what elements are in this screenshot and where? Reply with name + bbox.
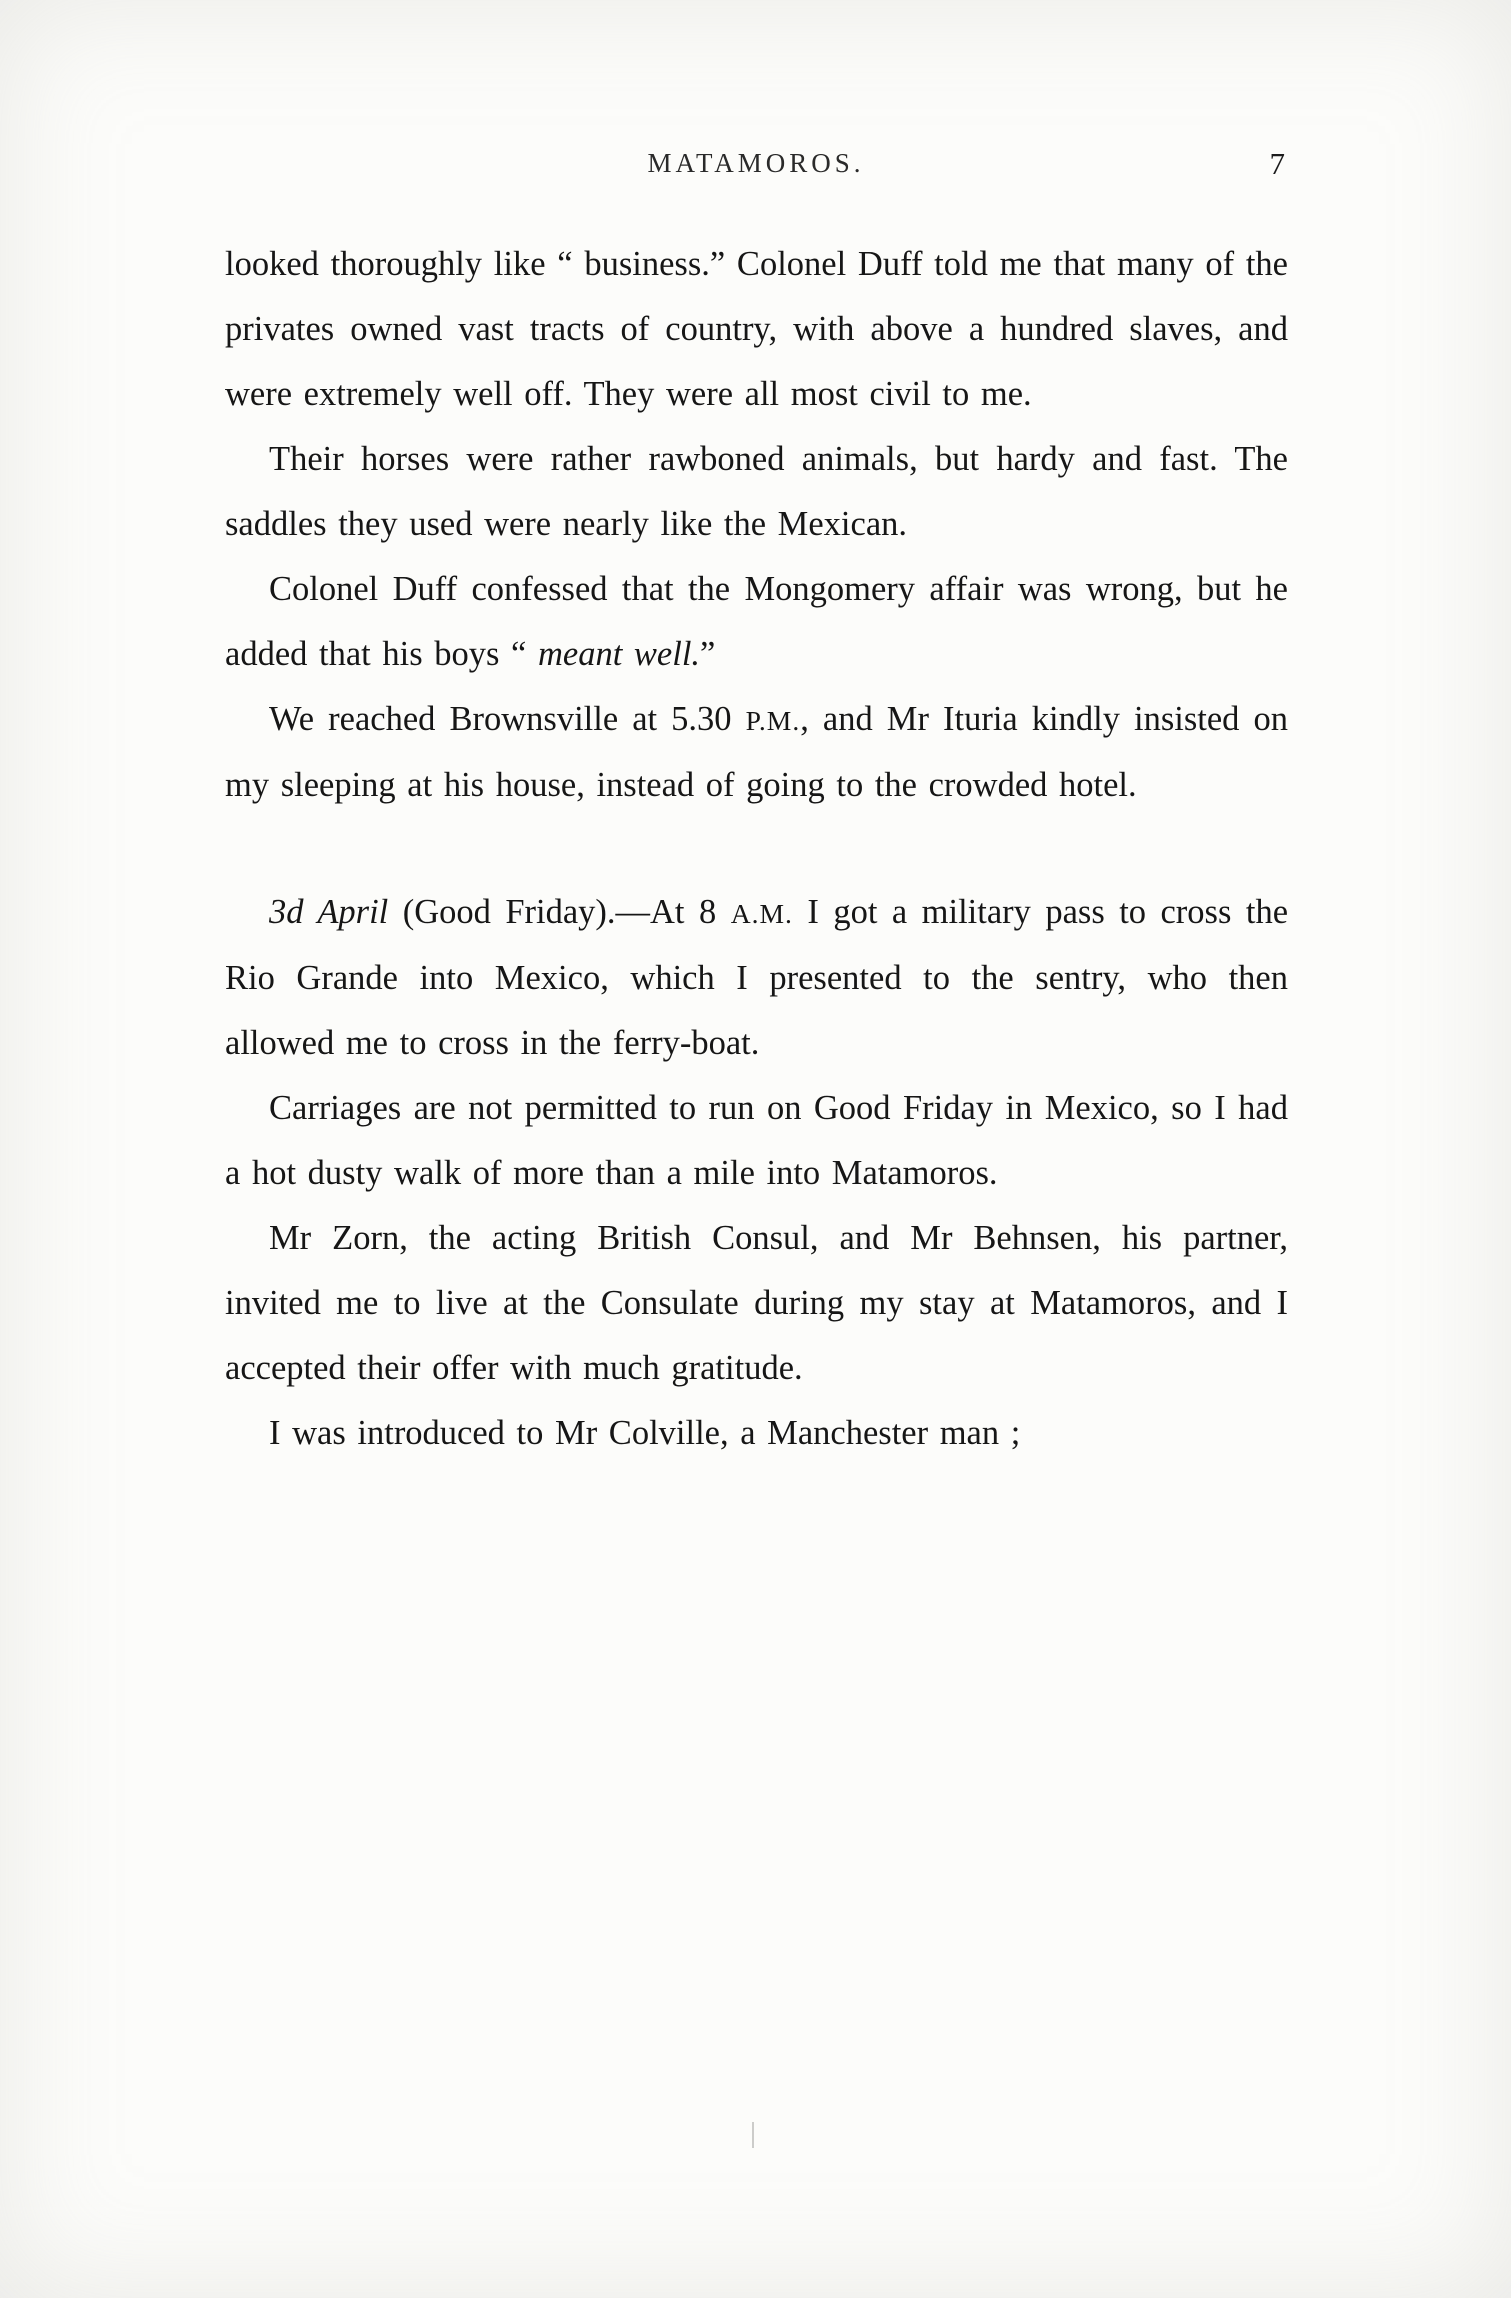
- paragraph: [225, 427, 1288, 557]
- scan-artifact-mark: [752, 2122, 754, 2148]
- paragraph: [225, 557, 1288, 687]
- text-segment: Colonel Duff confessed that the Mongomery affair was wrong, but he added that his boys “: [225, 570, 1288, 673]
- page-body: [225, 232, 1288, 1466]
- text-segment: Carriages are not permitted to run on Good Friday in Mexico, so I had a hot dusty walk of more than a mile into Matamoros.: [225, 1089, 1288, 1192]
- text-segment: ”: [700, 635, 716, 673]
- text-segment: We reached Brownsville at 5.30: [269, 700, 746, 738]
- paragraph: [225, 687, 1288, 818]
- text-segment: Their horses were rather rawboned animals, but hardy and fast. The saddles they used were nearly like the Mexican.: [225, 440, 1288, 543]
- paragraph: [225, 1076, 1288, 1206]
- text-segment: Mr Zorn, the acting British Consul, and Mr Behnsen, his partner, invited me to live at the Consulate during my stay at Matamoros, and I accepted their offer with much gratitude.: [225, 1219, 1288, 1387]
- text-segment: , and Mr Ituria kindly insisted on my sleeping at his house, instead of going to the crowded hotel.: [225, 700, 1288, 804]
- text-segment: looked thoroughly like “ business.” Colonel Duff told me that many of the privates owned vast tracts of country, with above a hundred slaves, and were extremely well off. They were all most civil to me.: [225, 245, 1288, 413]
- text-segment: 3d April: [269, 893, 389, 931]
- page-number: 7: [1269, 146, 1285, 181]
- paragraph: [225, 1206, 1288, 1401]
- running-head: [225, 148, 1287, 188]
- running-head-title: MATAMOROS.: [647, 148, 865, 178]
- paragraph: [225, 1401, 1288, 1466]
- text-segment: A.M.: [730, 898, 793, 929]
- text-segment: (Good Friday).—At 8: [388, 893, 731, 931]
- text-segment: I got a military pass to cross the Rio Grande into Mexico, which I presented to the sentry, who then allowed me to cross in the ferry-boat.: [225, 893, 1289, 1062]
- paragraph: [225, 232, 1288, 427]
- text-segment: P.M.: [745, 705, 801, 736]
- text-segment: I was introduced to Mr Colville, a Manchester man ;: [269, 1414, 1021, 1452]
- paragraph: [225, 880, 1288, 1076]
- text-segment: meant well.: [537, 635, 701, 673]
